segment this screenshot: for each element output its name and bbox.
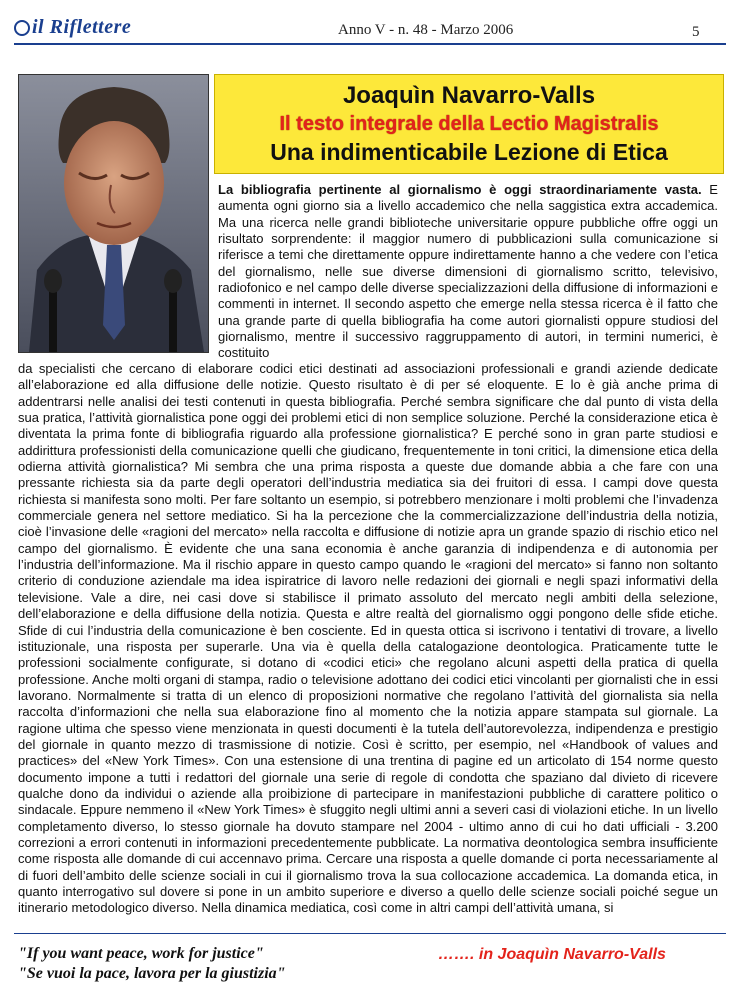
footer-rule [14, 933, 726, 934]
logo-text: il Riflettere [32, 16, 132, 38]
article-body: da specialisti che cercano di elaborare codici etici destinati ad associazioni professionali e grandi aziende dedicate all’elaborazione ed alla diffusione delle notizie. Questo risultato è di per sé eloquente. E lo è già anche prima di addentrarsi nelle analisi dei testi contenuti in questa bibliografia. Perché sembra significare che dal punto di vista della sua pratica, l’attività giornalistica pone oggi dei problemi etici di non semplice soluzione. Perché la considerazione etica è diventata la prima fonte di bibliografia riguardo alla professione giornalistica? E perché sono in gran parte studiosi e addirittura professionisti della comunicazione quelli che giudicano, frequentemente in toni critici, la dimensione etica della odierna attività giornalistica? Mi sembra che una prima risposta a queste due domande abbia a che fare con una pressante richiesta sia da parte degli operatori dell’industria mediatica sia dei fruitori di essa. I campi dove questa richiesta si manifesta sono molti. Per fare soltanto un esempio, si potrebbero menzionare i molti problemi che l’invadenza commerciale genera nel settore mediatico. Si ha la percezione che la commercializzazione dell’industria della notizia, cioè l’invasione delle «ragioni del mercato» nella raccolta e diffusione di notizie apra un grande spazio di rischio etico nel campo del giornalismo. È evidente che una sana economia è anche garanzia di indipendenza e di autonomia per l’industria dell’informazione. Ma il rischio appare in questo campo quando le «ragioni del mercato» si fanno non soltanto criterio di conduzione aziendale ma idea ispiratrice di lavoro nelle redazioni dei giornali e negli spazi informativi della televisione. Vale a dire, nei casi dove si stabilisce il primato assoluto del mercato negli ambiti della selezione, dell’elaborazione e della diffusione della notizia. Questa e altre realtà del giornalismo oggi pongono delle sfide etiche. Sfide di cui l’industria della comunicazione è ben cosciente. Ed in questa ottica si iscrivono i tentativi di trovare, a livello istituzionale, una risposta per superarle. Una via è quella della catalogazione deontologica. Praticamente tutte le professioni socialmente configurate, si dotano di «codici etici» che regolano alcuni aspetti della pratica di quella professione. Anche molti organi di stampa, radio o televisione adottano dei codici etici vincolanti per giornalisti che in essi lavorano. Normalmente si tratta di un elenco di proposizioni normative che regolano l’attività del giornalista sia nella raccolta d’informazioni che nella sua elaborazione fino al momento che la notizia appare stampata sul giornale. La ragione ultima che spesso viene menzionata in questi documenti è la tutela dell’autorevolezza, indipendenza e prestigio del giornale in quanto mezzo di trasmissione di notizie. Così è scritto, per esempio, nel «Handbook of values and practices» del «New York Times». Con una estensione di una trentina di pagine ed un articolato di 154 norme questo documento impone a tutti i redattori del giornale una serie di regole di condotta che spaziano dal divieto di ricevere qualche dono da individui o aziende alla proibizione di partecipare in manifestazioni pubbliche di carattere politico o sindacale. Eppure nemmeno il «New York Times» è sfuggito negli ultimi anni a severi casi di violazioni etiche. In un livello completamento diverso, lo stesso giornale ha dovuto stampare nel 2004 - ultimo anno di cui ho dati ufficiali - 3.200 correzioni a errori contenuti in informazioni precedentemente pubblicate. La normativa deontologica sembra insufficiente come risposta alle domande di cui accennavo prima. Cercare una risposta a quelle domande ci porta necessariamente al di fuori dell’ambito delle scienze sociali in cui il giornalismo trova la sua collocazione accademica. La domanda etica, in quanto interrogativo sul dovere si pone in un ambito superiore e diverso a quello delle scienze sociali poiché segue un itinerario metodologico diverso. Nella dinamica mediatica, così come in altri campi dell’attività umana, si [18, 361, 718, 916]
article-headline: Una indimenticabile Lezione di Etica [270, 139, 668, 165]
logo-circle-icon [14, 20, 30, 36]
article-intro-text: E aumenta ogni giorno sia a livello accademico che nella saggistica extra accademica. Ma una ricerca nelle grandi biblioteche universitarie oppure pubbliche offre oggi un risultato sorprendente: il maggior numero di pubblicazioni sulla comunicazione si riferisce a temi che direttamente oppure indirettamente hanno a che vedere con l’etica del giornalismo, nelle sue diverse dimensioni di giornalismo scritto, televisivo, radiofonico e nel campo delle diverse specializzazioni della diffusione di informazioni e commenti in internet. Il secondo aspetto che emerge nella stessa ricerca è il fatto che una grande parte di quella bibliografia ha come autori giornalisti oppure studiosi del giornalismo, mentre il successivo raggruppamento di autori, in termini numerici, è costituito [218, 182, 718, 361]
footer-quotes [18, 944, 286, 984]
logo [14, 16, 131, 39]
issue-info: Anno V - n. 48 - Marzo 2006 [338, 22, 514, 38]
page-number: 5 [692, 24, 700, 40]
article-person-name: Joaquìn Navarro-Valls [342, 82, 596, 109]
page-header [0, 0, 734, 50]
article-subtitle: Il testo integrale della Lectio Magistralis [279, 113, 659, 135]
header-rule [14, 43, 726, 45]
article-lead: La bibliografia pertinente al giornalismo è oggi straordinariamente vasta. [218, 182, 702, 197]
portrait-photo [18, 74, 209, 353]
portrait-illustration [19, 75, 208, 352]
quote-english: "If you want peace, work for justice" [18, 945, 264, 962]
quote-italian: "Se vuoi la pace, lavora per la giustizia" [18, 965, 286, 982]
footer-byline: ……. in Joaquìn Navarro-Valls [438, 946, 666, 963]
title-box [214, 74, 724, 174]
article-intro-column [218, 182, 718, 362]
